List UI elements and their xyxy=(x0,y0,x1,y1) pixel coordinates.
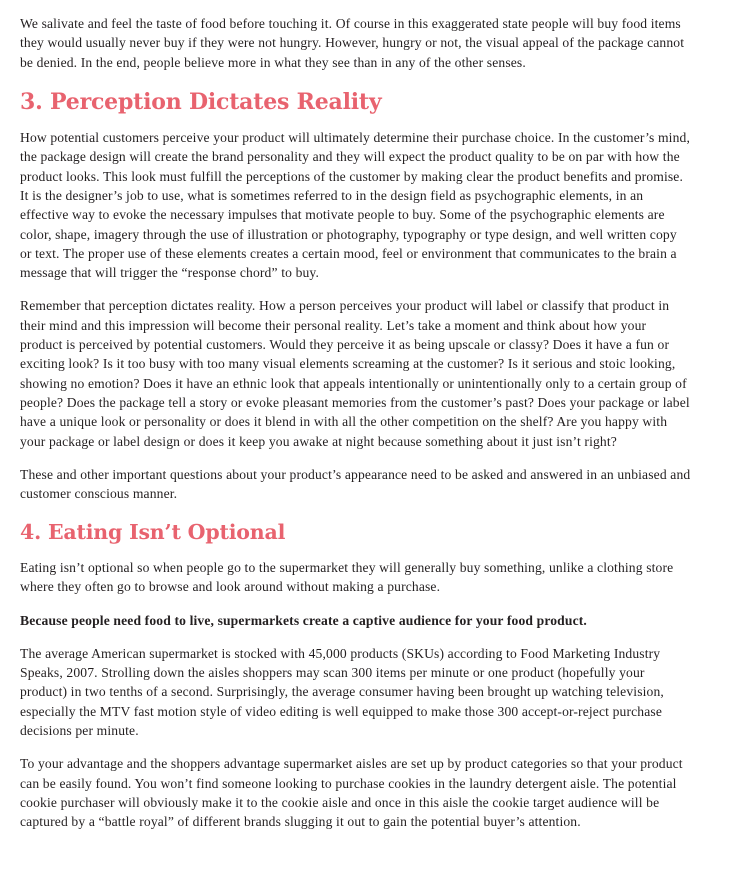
paragraph-eating-3: To your advantage and the shoppers advantage supermarket aisles are set up by product categories so that your product can be easily found. You won’t find someone looking to purchase cookies in the laundry detergent aisle. The potential cookie purchaser will obviously make it to the cookie aisle and once in this aisle the cookie target audience will be captured by a “battle royal” of different brands slugging it out to gain the potential buyer’s attention. xyxy=(20,756,683,830)
paragraph-perception-3: These and other important questions about your product’s appearance need to be asked and answered in an unbiased and customer conscious manner. xyxy=(20,466,691,502)
intro-paragraph: We salivate and feel the taste of food before touching it. Of course in this exaggerated state people will buy food items they would usually never buy if they were not hungry. However, hungry or not, the visual appeal of the package cannot be denied. In the end, people believe more in what they see than in any of the other senses. xyxy=(20,16,685,70)
section-heading-eating: 4. Eating Isn’t Optional xyxy=(20,520,286,545)
paragraph-perception-2: Remember that perception dictates reality. How a person perceives your product will label or classify that product in their mind and this impression will become their personal reality. Let’s take a moment and think about how your product is perceived by potential customers. Would they perceive it as being upscale or classy? Does it have a fun or exciting look? Is it too busy with too many visual elements screaming at the customer? Is it serious and stoic looking, showing no emotion? Does it have an ethnic look that appeals intentionally or unintentionally only to a certain group of people? Does the package tell a story or evoke pleasant memories from the customer’s past? Does your package or label have a unique look or personality or does it blend in with all the other competition on the shelf? Are you happy with your package or label design or does it keep you awake at night because something about it just isn’t right? xyxy=(20,298,690,449)
paragraph-perception-1: How potential customers perceive your product will ultimately determine their purchase choice. In the customer’s mind, the package design will create the brand personality and they will expect the product quality to be on par with how the product looks. This look must fulfill the perceptions of the customer by making clear the product benefits and promise. It is the designer’s job to use, what is sometimes referred to in the design field as psychographic elements, in an effective way to evoke the necessary impulses that motivate people to buy. Some of the psychographic elements are color, shape, imagery through the use of illustration or photography, typography or type design, and well written copy or text. The proper use of these elements creates a certain mood, feel or environment that communicates to the brain a message that will trigger the “response chord” to buy. xyxy=(20,130,690,281)
paragraph-eating-2: The average American supermarket is stocked with 45,000 products (SKUs) according to Food Marketing Industry Speaks, 2007. Strolling down the aisles shoppers may scan 300 items per minute or one product (hopefully your product) in two tenths of a second. Surprisingly, the average consumer having been brought up watching television, especially the MTV fast motion style of video editing is well equipped to make those 300 accept-or-reject purchase decisions per minute. xyxy=(20,645,664,739)
section-heading-perception: 3. Perception Dictates Reality xyxy=(20,88,382,115)
paragraph-eating-1: Eating isn’t optional so when people go to the supermarket they will generally buy something, unlike a clothing store where they often go to browse and look around without making a purchase. xyxy=(20,559,674,595)
bold-statement-captive-audience: Because people need food to live, supermarkets create a captive audience for your food product. xyxy=(20,612,587,628)
